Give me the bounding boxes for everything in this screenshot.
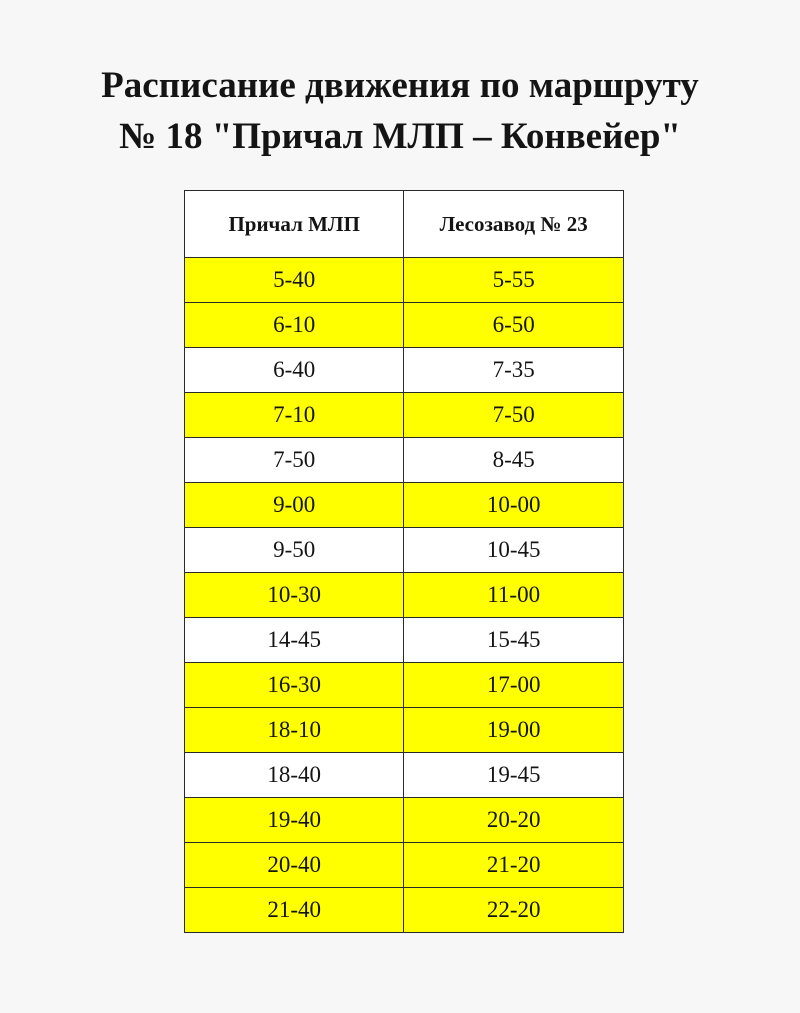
title-line-1: Расписание движения по маршруту	[101, 65, 699, 106]
table-row	[185, 573, 624, 618]
table-row	[185, 303, 624, 348]
departure-time-cell: 10-30	[185, 573, 404, 618]
table-row	[185, 618, 624, 663]
column-header-arrival: Лесозавод № 23	[404, 191, 624, 258]
arrival-time-cell: 5-55	[404, 258, 624, 303]
arrival-time-cell: 10-45	[404, 528, 624, 573]
departure-time-cell: 19-40	[185, 798, 404, 843]
arrival-time-cell: 19-45	[404, 753, 624, 798]
arrival-time-cell: 20-20	[404, 798, 624, 843]
departure-time-cell: 14-45	[185, 618, 404, 663]
departure-time-cell: 9-50	[185, 528, 404, 573]
arrival-time-cell: 17-00	[404, 663, 624, 708]
page-title	[0, 60, 800, 162]
departure-time-cell: 9-00	[185, 483, 404, 528]
arrival-time-cell: 8-45	[404, 438, 624, 483]
departure-time-cell: 6-40	[185, 348, 404, 393]
arrival-time-cell: 15-45	[404, 618, 624, 663]
departure-time-cell: 16-30	[185, 663, 404, 708]
table-row	[185, 798, 624, 843]
departure-time-cell: 18-10	[185, 708, 404, 753]
table-row	[185, 843, 624, 888]
header-row	[185, 191, 624, 258]
table-row	[185, 348, 624, 393]
table-row	[185, 438, 624, 483]
table-row	[185, 258, 624, 303]
table-row	[185, 393, 624, 438]
departure-time-cell: 6-10	[185, 303, 404, 348]
arrival-time-cell: 10-00	[404, 483, 624, 528]
title-line-2: № 18 "Причал МЛП – Конвейер"	[119, 116, 681, 157]
departure-time-cell: 7-10	[185, 393, 404, 438]
departure-time-cell: 20-40	[185, 843, 404, 888]
table-row	[185, 528, 624, 573]
table-row	[185, 753, 624, 798]
column-header-departure: Причал МЛП	[185, 191, 404, 258]
arrival-time-cell: 21-20	[404, 843, 624, 888]
departure-time-cell: 18-40	[185, 753, 404, 798]
arrival-time-cell: 19-00	[404, 708, 624, 753]
table-row	[185, 708, 624, 753]
arrival-time-cell: 11-00	[404, 573, 624, 618]
table-row	[185, 483, 624, 528]
arrival-time-cell: 22-20	[404, 888, 624, 933]
arrival-time-cell: 6-50	[404, 303, 624, 348]
departure-time-cell: 21-40	[185, 888, 404, 933]
arrival-time-cell: 7-50	[404, 393, 624, 438]
departure-time-cell: 5-40	[185, 258, 404, 303]
schedule-body	[185, 258, 624, 933]
schedule-table	[184, 190, 624, 933]
departure-time-cell: 7-50	[185, 438, 404, 483]
arrival-time-cell: 7-35	[404, 348, 624, 393]
table-row	[185, 663, 624, 708]
table-row	[185, 888, 624, 933]
